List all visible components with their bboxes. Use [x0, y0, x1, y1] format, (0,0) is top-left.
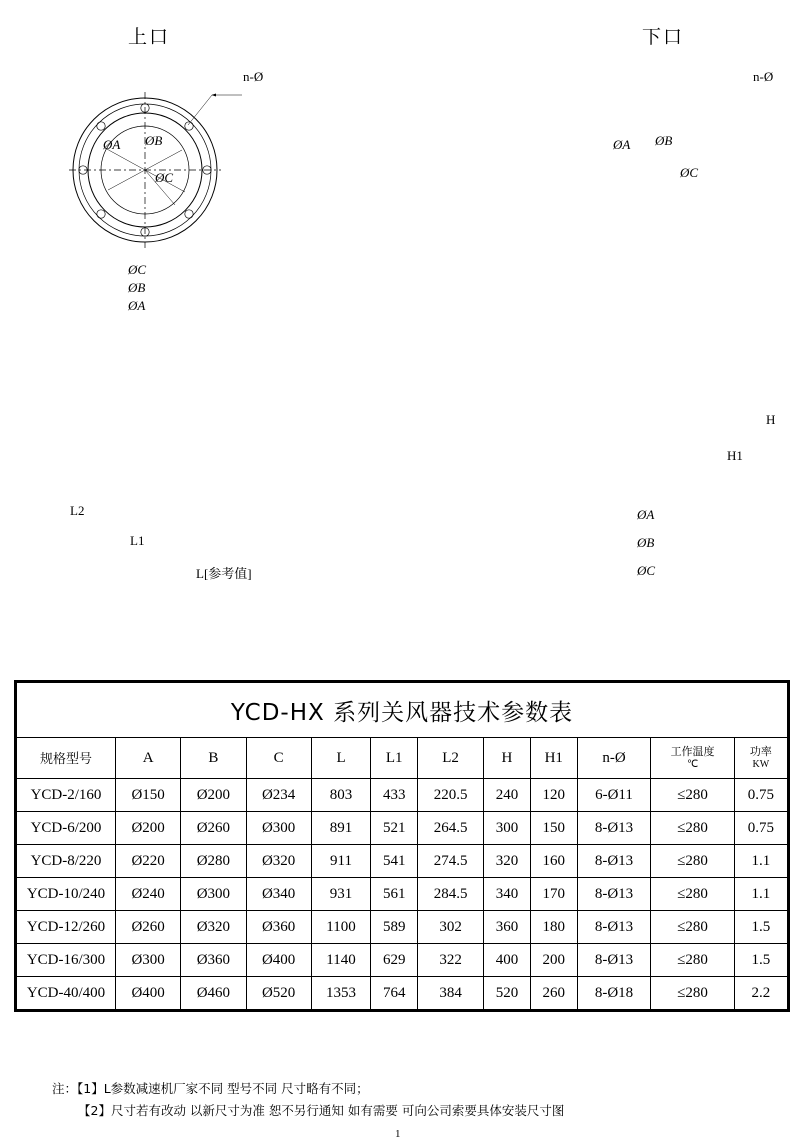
cell-B: Ø200 — [181, 779, 246, 812]
label-side-phiB: ØB — [637, 535, 655, 550]
cell-L1: 521 — [371, 812, 418, 845]
cell-L2: 284.5 — [418, 878, 484, 911]
cell-L1: 629 — [371, 944, 418, 977]
spec-table-container — [14, 680, 790, 1012]
cell-model: YCD-12/260 — [17, 911, 116, 944]
spec-header-10: 工作温度 ℃ — [651, 738, 734, 779]
cell-H1: 160 — [530, 845, 577, 878]
cell-n: 8-Ø18 — [577, 977, 651, 1010]
cell-L: 891 — [311, 812, 371, 845]
cell-L: 1100 — [311, 911, 371, 944]
cell-H: 360 — [484, 911, 531, 944]
cell-H: 520 — [484, 977, 531, 1010]
cell-A: Ø150 — [116, 779, 181, 812]
spec-header-6: L2 — [418, 738, 484, 779]
cell-H1: 150 — [530, 812, 577, 845]
bottom-view-title: 下口 — [642, 26, 685, 48]
cell-B: Ø360 — [181, 944, 246, 977]
cell-C: Ø320 — [246, 845, 311, 878]
cell-n: 8-Ø13 — [577, 845, 651, 878]
cell-temp: ≤280 — [651, 779, 734, 812]
cell-L: 911 — [311, 845, 371, 878]
cell-H1: 170 — [530, 878, 577, 911]
cell-temp: ≤280 — [651, 977, 734, 1010]
spec-header-8: H1 — [530, 738, 577, 779]
cell-power: 1.5 — [734, 944, 787, 977]
cell-power: 0.75 — [734, 779, 787, 812]
spec-header-11: 功率 KW — [734, 738, 787, 779]
cell-model: YCD-8/220 — [17, 845, 116, 878]
cell-L: 803 — [311, 779, 371, 812]
label-n-phi-right: n-Ø — [753, 69, 774, 84]
cell-A: Ø300 — [116, 944, 181, 977]
label-top-left-phiB: ØB — [145, 133, 163, 148]
label-front-L2: L2 — [70, 503, 85, 518]
label-front-phiA: ØA — [128, 298, 146, 313]
cell-H1: 260 — [530, 977, 577, 1010]
label-top-right-phiC: ØC — [680, 165, 699, 180]
cell-L: 1353 — [311, 977, 371, 1010]
cell-n: 8-Ø13 — [577, 812, 651, 845]
table-row — [17, 911, 788, 944]
cell-model: YCD-6/200 — [17, 812, 116, 845]
cell-L1: 561 — [371, 878, 418, 911]
label-top-left-phiA: ØA — [103, 137, 121, 152]
label-side-phiC: ØC — [637, 563, 656, 578]
cell-H1: 180 — [530, 911, 577, 944]
cell-temp: ≤280 — [651, 845, 734, 878]
label-top-right-phiA: ØA — [613, 137, 631, 152]
cell-B: Ø300 — [181, 878, 246, 911]
cell-power: 2.2 — [734, 977, 787, 1010]
cell-n: 6-Ø11 — [577, 779, 651, 812]
cell-temp: ≤280 — [651, 911, 734, 944]
notes-block — [52, 1078, 564, 1122]
cell-model: YCD-40/400 — [17, 977, 116, 1010]
cell-L: 931 — [311, 878, 371, 911]
cell-L1: 764 — [371, 977, 418, 1010]
cell-C: Ø400 — [246, 944, 311, 977]
cell-A: Ø240 — [116, 878, 181, 911]
spec-header-2: B — [181, 738, 246, 779]
spec-table-body — [17, 779, 788, 1010]
label-top-right-phiB: ØB — [655, 133, 673, 148]
table-row — [17, 812, 788, 845]
cell-C: Ø520 — [246, 977, 311, 1010]
label-front-L: L[参考值] — [196, 566, 252, 581]
cell-L2: 302 — [418, 911, 484, 944]
cell-L2: 384 — [418, 977, 484, 1010]
cell-L1: 589 — [371, 911, 418, 944]
cell-model: YCD-2/160 — [17, 779, 116, 812]
cell-B: Ø460 — [181, 977, 246, 1010]
cell-L2: 264.5 — [418, 812, 484, 845]
cell-L2: 220.5 — [418, 779, 484, 812]
label-side-H: H — [766, 412, 776, 427]
cell-H: 240 — [484, 779, 531, 812]
cell-L1: 433 — [371, 779, 418, 812]
label-front-phiC: ØC — [128, 262, 147, 277]
spec-table — [16, 682, 788, 1010]
spec-header-3: C — [246, 738, 311, 779]
cell-model: YCD-10/240 — [17, 878, 116, 911]
cell-temp: ≤280 — [651, 812, 734, 845]
cell-B: Ø280 — [181, 845, 246, 878]
cell-temp: ≤280 — [651, 878, 734, 911]
cell-n: 8-Ø13 — [577, 878, 651, 911]
cell-C: Ø234 — [246, 779, 311, 812]
label-front-phiB: ØB — [128, 280, 146, 295]
cell-H1: 120 — [530, 779, 577, 812]
cell-L2: 322 — [418, 944, 484, 977]
spec-header-1: A — [116, 738, 181, 779]
cell-model: YCD-16/300 — [17, 944, 116, 977]
cell-C: Ø360 — [246, 911, 311, 944]
table-row — [17, 977, 788, 1010]
spec-header-9: n-Ø — [577, 738, 651, 779]
cell-B: Ø320 — [181, 911, 246, 944]
top-view-title: 上口 — [128, 26, 171, 48]
cell-power: 1.1 — [734, 878, 787, 911]
spec-header-7: H — [484, 738, 531, 779]
cell-temp: ≤280 — [651, 944, 734, 977]
cell-power: 1.1 — [734, 845, 787, 878]
cell-A: Ø200 — [116, 812, 181, 845]
cell-H: 340 — [484, 878, 531, 911]
note-line-1: 注：【1】L参数减速机厂家不同 型号不同 尺寸略有不同； — [52, 1081, 369, 1096]
table-row — [17, 944, 788, 977]
page-number: 1 — [395, 1128, 401, 1140]
cell-A: Ø260 — [116, 911, 181, 944]
cell-H: 300 — [484, 812, 531, 845]
label-front-L1: L1 — [130, 533, 145, 548]
cell-power: 0.75 — [734, 812, 787, 845]
cell-H: 320 — [484, 845, 531, 878]
spec-header-5: L1 — [371, 738, 418, 779]
note-line-2: 【2】尺寸若有改动 以新尺寸为准 恕不另行通知 如有需要 可向公司索要具体安装尺寸图 — [78, 1102, 565, 1118]
spec-header-4: L — [311, 738, 371, 779]
cell-B: Ø260 — [181, 812, 246, 845]
cell-n: 8-Ø13 — [577, 911, 651, 944]
cell-C: Ø340 — [246, 878, 311, 911]
label-side-H1: H1 — [727, 448, 743, 463]
cell-L: 1140 — [311, 944, 371, 977]
spec-header-0: 规格型号 — [17, 738, 116, 779]
table-row — [17, 779, 788, 812]
label-side-phiA: ØA — [637, 507, 655, 522]
cell-L2: 274.5 — [418, 845, 484, 878]
spec-table-header-row — [17, 738, 788, 779]
cell-H: 400 — [484, 944, 531, 977]
label-n-phi-left: n-Ø — [243, 69, 264, 84]
table-row — [17, 845, 788, 878]
cell-H1: 200 — [530, 944, 577, 977]
table-row — [17, 878, 788, 911]
spec-table-title: YCD-HX 系列关风器技术参数表 — [17, 683, 788, 738]
cell-A: Ø400 — [116, 977, 181, 1010]
cell-C: Ø300 — [246, 812, 311, 845]
label-top-left-phiC: ØC — [155, 170, 174, 185]
cell-n: 8-Ø13 — [577, 944, 651, 977]
cell-A: Ø220 — [116, 845, 181, 878]
cell-power: 1.5 — [734, 911, 787, 944]
cell-L1: 541 — [371, 845, 418, 878]
